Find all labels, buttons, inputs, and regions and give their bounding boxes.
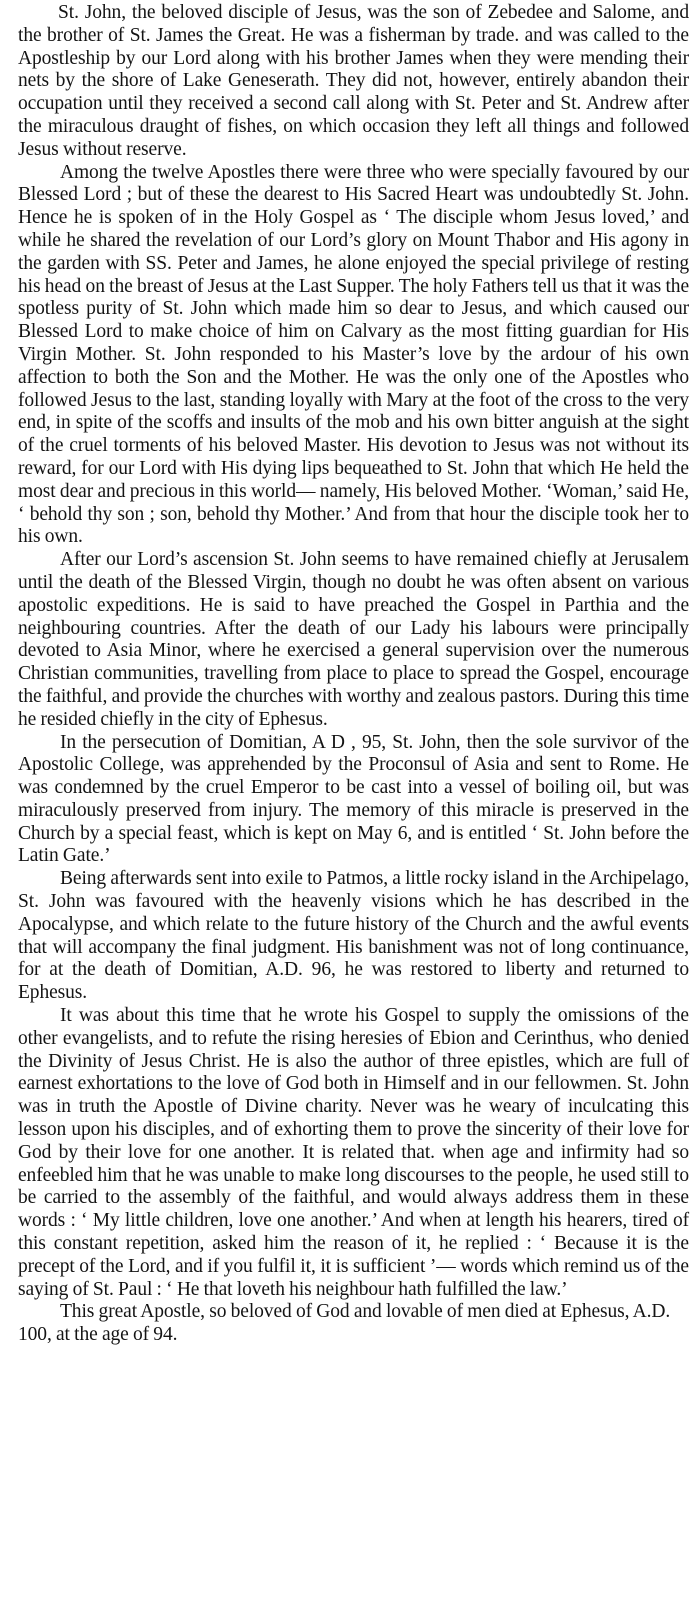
paragraph-death: This great Apostle, so beloved of God and lovable of men died at Ephesus, A.D. 100, at the age of 94. [18, 1301, 671, 1346]
paragraph-exile-patmos: Being afterwards sent into exile to Patmos, a little rocky island in the Archipelago, St. John was favoured with the heavenly visions which he has described in the Apocalypse, and which relate to the future history of the Church and the awful events that will accompany the final judgment. His banishment was not of long continuance, for at the death of Domitian, A.D. 96, he was restored to liberty and returned to Ephesus. [18, 868, 689, 1004]
paragraph-after-ascension: After our Lord’s ascension St. John seems to have remained chiefly at Jerusalem until the death of the Blessed Virgin, though no doubt he was often absent on various apostolic expeditions. He is said to have preached the Gospel in Parthia and the neighbouring countries. After the death of our Lady his labours were principally devoted to Asia Minor, where he exercised a general supervision over the numerous Christian communities, travelling from place to place to spread the Gospel, encourage the faithful, and provide the churches with worthy and zealous pastors. During this time he resided chiefly in the city of Ephesus. [18, 549, 689, 730]
article-body [18, 2, 689, 1347]
paragraph-gospel-and-charity: It was about this time that he wrote his Gospel to supply the omissions of the other evangelists, and to refute the rising heresies of Ebion and Cerinthus, who denied the Divinity of Jesus Christ. He is also the author of three epistles, which are full of earnest exhortations to the love of God both in Himself and in our fellowmen. St. John was in truth the Apostle of Divine charity. Never was he weary of inculcating this lesson upon his disciples, and of exhorting them to prove the sincerity of their love for God by their love for one another. It is related that. when age and infirmity had so enfeebled him that he was unable to make long discourses to the people, he used still to be carried to the assembly of the faithful, and would always address them in these words : ‘ My little children, love one another.’ And when at length his hearers, tired of this constant repetition, asked him the reason of it, he replied : ‘ Because it is the precept of the Lord, and if you fulfil it, it is sufficient ’— words which remind us of the saying of St. Paul : ‘ He that loveth his neighbour hath fulfilled the law.’ [18, 1005, 689, 1300]
paragraph-persecution: In the persecution of Domitian, A D , 95, St. John, then the sole survivor of the Apostolic College, was apprehended by the Proconsul of Asia and sent to Rome. He was condemned by the cruel Emperor to be cast into a vessel of boiling oil, but was miraculously preserved from injury. The memory of this miracle is preserved in the Church by a special feast, which is kept on May 6, and is entitled ‘ St. John before the Latin Gate.’ [18, 731, 689, 867]
paragraph-beloved-disciple: Among the twelve Apostles there were three who were specially favoured by our Blessed Lord ; but of these the dearest to His Sacred Heart was undoubtedly St. John. Hence he is spoken of in the Holy Gospel as ‘ The disciple whom Jesus loved,’ and while he shared the revelation of our Lord’s glory on Mount Thabor and His agony in the garden with SS. Peter and James, he alone enjoyed the special privilege of resting his head on the breast of Jesus at the Last Supper. The holy Fathers tell us that it was the spotless purity of St. John which made him so dear to Jesus, and which caused our Blessed Lord to make choice of him on Calvary as the most fitting guardian for His Virgin Mother. St. John responded to his Master’s love by the ardour of his own affection to both the Son and the Mother. He was the only one of the Apostles who followed Jesus to the last, standing loyally with Mary at the foot of the cross to the very end, in spite of the scoffs and insults of the mob and his own bitter anguish at the sight of the cruel torments of his beloved Master. His devotion to Jesus was not without its reward, for our Lord with His dying lips bequeathed to St. John that which He held the most dear and precious in this world— namely, His beloved Mother. ‘Woman,’ said He, ‘ behold thy son ; son, behold thy Mother.’ And from that hour the disciple took her to his own. [18, 161, 689, 548]
paragraph-early-life: St. John, the beloved disciple of Jesus, was the son of Zebedee and Salome, and the brother of St. James the Great. He was a fisherman by trade. and was called to the Apostleship by our Lord along with his brother James when they were mending their nets by the shore of Lake Geneserath. They did not, however, entirely abandon their occupation until they received a second call along with St. Peter and St. Andrew after the miraculous draught of fishes, on which occasion they left all things and followed Jesus without reserve. [18, 2, 689, 160]
